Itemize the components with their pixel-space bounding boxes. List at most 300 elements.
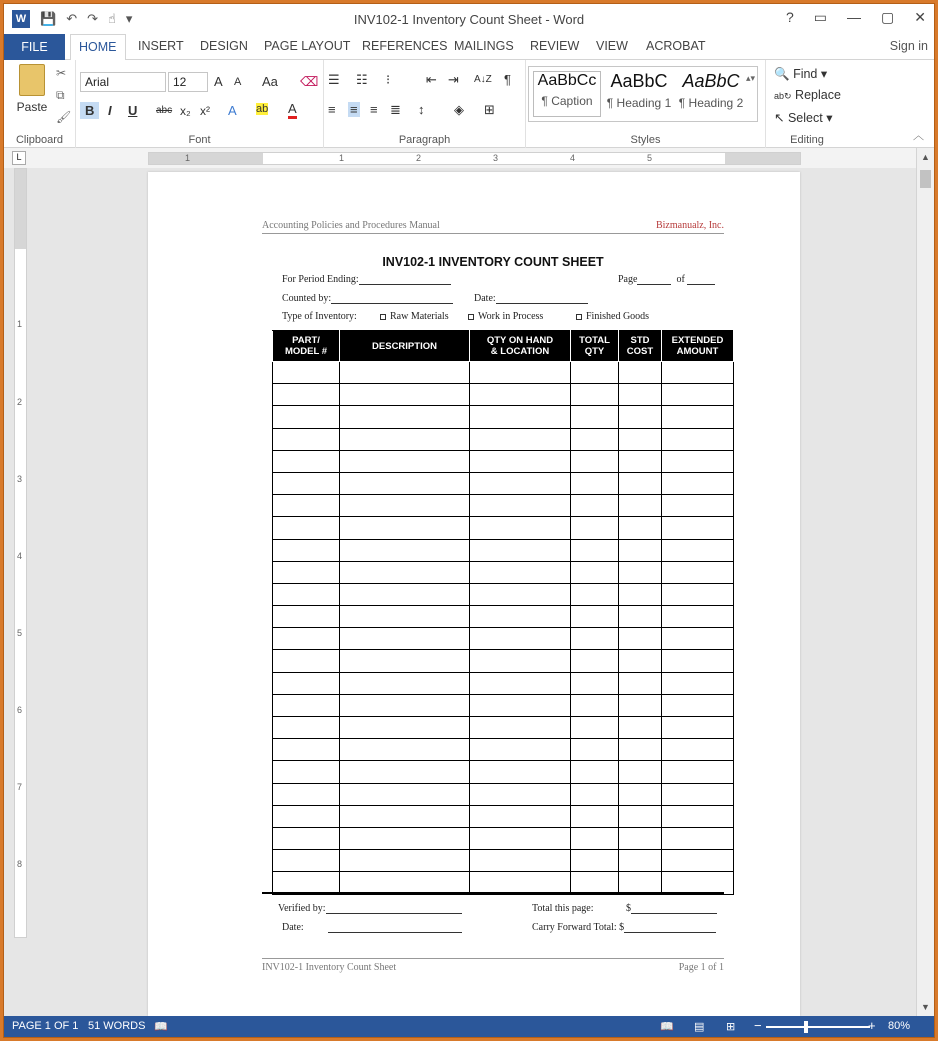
table-cell[interactable] xyxy=(662,717,734,739)
table-cell[interactable] xyxy=(571,450,619,472)
style-heading-1[interactable] xyxy=(603,71,675,110)
scroll-down-icon[interactable]: ▼ xyxy=(921,1002,930,1012)
styles-gallery xyxy=(528,66,758,122)
table-cell[interactable] xyxy=(470,517,571,539)
bullets-icon[interactable]: ☰ xyxy=(328,72,340,87)
col-extended-amount xyxy=(662,331,734,362)
sort-button[interactable]: A↓Z xyxy=(474,74,492,85)
tab-design[interactable]: DESIGN xyxy=(200,39,248,53)
table-cell[interactable] xyxy=(662,628,734,650)
editing-group-label: Editing xyxy=(790,134,824,146)
table-cell[interactable] xyxy=(662,606,734,628)
table-cell[interactable] xyxy=(571,872,619,894)
verify-date-label: Date: xyxy=(282,922,304,933)
table-row xyxy=(273,717,734,739)
table-cell[interactable] xyxy=(340,717,470,739)
table-cell[interactable] xyxy=(340,517,470,539)
title-bar xyxy=(4,4,934,34)
col-part-model xyxy=(273,331,340,362)
table-cell[interactable] xyxy=(571,539,619,561)
tab-view[interactable]: VIEW xyxy=(596,39,628,53)
table-cell[interactable] xyxy=(273,384,340,406)
footer-left-text: INV102-1 Inventory Count Sheet xyxy=(262,962,397,973)
table-cell[interactable] xyxy=(571,717,619,739)
table-cell[interactable] xyxy=(340,694,470,716)
date-label: Date: xyxy=(474,293,496,304)
table-cell[interactable] xyxy=(470,739,571,761)
table-row xyxy=(273,739,734,761)
checkbox-icon xyxy=(468,314,474,320)
verified-by-field xyxy=(278,903,462,914)
minimize-button[interactable]: — xyxy=(847,9,862,25)
table-cell[interactable] xyxy=(571,650,619,672)
align-right-icon[interactable]: ≡ xyxy=(370,102,378,117)
cut-icon[interactable]: ✂ xyxy=(56,66,67,80)
table-cell[interactable] xyxy=(619,872,662,894)
table-cell[interactable] xyxy=(273,628,340,650)
table-row xyxy=(273,827,734,849)
table-cell[interactable] xyxy=(619,450,662,472)
read-mode-icon[interactable]: 📖 xyxy=(660,1021,674,1033)
tab-references[interactable]: REFERENCES xyxy=(362,39,448,53)
total-label: Total this page: xyxy=(532,903,594,914)
table-row xyxy=(273,583,734,605)
table-cell[interactable] xyxy=(619,406,662,428)
page-header xyxy=(262,220,724,234)
table-cell[interactable] xyxy=(662,694,734,716)
table-cell[interactable] xyxy=(571,583,619,605)
table-cell[interactable] xyxy=(619,694,662,716)
font-group-label: Font xyxy=(188,134,211,146)
change-case-button[interactable]: Aa xyxy=(262,74,278,89)
word-app-icon[interactable]: W xyxy=(12,10,30,28)
table-cell[interactable] xyxy=(470,827,571,849)
table-cell[interactable] xyxy=(619,850,662,872)
multilevel-list-icon[interactable]: ⁝ xyxy=(386,72,391,87)
redo-icon[interactable]: ↷ xyxy=(87,11,98,26)
close-button[interactable]: ✕ xyxy=(914,9,926,25)
counted-label: Counted by: xyxy=(282,293,332,304)
table-cell[interactable] xyxy=(619,606,662,628)
table-cell[interactable] xyxy=(340,472,470,494)
table-cell[interactable] xyxy=(273,406,340,428)
table-cell[interactable] xyxy=(662,672,734,694)
shading-icon[interactable]: ◈ xyxy=(454,102,464,117)
font-name-select[interactable]: Arial xyxy=(80,72,166,92)
table-cell[interactable] xyxy=(470,583,571,605)
table-cell[interactable] xyxy=(619,805,662,827)
numbering-icon[interactable]: ☷ xyxy=(356,72,368,87)
zoom-slider[interactable] xyxy=(766,1026,870,1028)
table-cell[interactable] xyxy=(619,472,662,494)
table-cell[interactable] xyxy=(662,783,734,805)
table-cell[interactable] xyxy=(470,384,571,406)
table-cell[interactable] xyxy=(619,761,662,783)
bold-button[interactable]: B xyxy=(80,102,99,119)
underline-button[interactable]: U xyxy=(128,103,138,118)
table-cell[interactable] xyxy=(662,428,734,450)
vruler-num: 2 xyxy=(17,397,23,407)
table-cell[interactable] xyxy=(571,850,619,872)
style-caption[interactable] xyxy=(533,71,601,117)
table-cell[interactable] xyxy=(571,672,619,694)
zoom-out-button[interactable]: − xyxy=(754,1018,762,1033)
table-row xyxy=(273,539,734,561)
justify-icon[interactable]: ≣ xyxy=(390,102,401,117)
table-cell[interactable] xyxy=(619,362,662,384)
zoom-in-button[interactable]: + xyxy=(868,1018,876,1033)
zoom-level[interactable]: 80% xyxy=(888,1020,911,1032)
table-cell[interactable] xyxy=(662,539,734,561)
document-page[interactable] xyxy=(148,172,800,1016)
align-left-icon[interactable]: ≡ xyxy=(328,102,336,117)
table-cell[interactable] xyxy=(470,428,571,450)
table-cell[interactable] xyxy=(273,805,340,827)
table-cell[interactable] xyxy=(571,628,619,650)
copy-icon[interactable]: ⧉ xyxy=(56,88,65,102)
table-cell[interactable] xyxy=(273,827,340,849)
table-cell[interactable] xyxy=(273,539,340,561)
table-cell[interactable] xyxy=(571,472,619,494)
align-center-icon[interactable]: ≡ xyxy=(350,102,358,117)
tab-home[interactable]: HOME xyxy=(70,34,126,61)
table-row xyxy=(273,495,734,517)
table-cell[interactable] xyxy=(340,561,470,583)
table-cell[interactable] xyxy=(571,827,619,849)
table-cell[interactable] xyxy=(662,872,734,894)
date-blank xyxy=(496,294,588,304)
table-cell[interactable] xyxy=(273,472,340,494)
table-cell[interactable] xyxy=(470,850,571,872)
help-button[interactable]: ? xyxy=(786,9,794,25)
table-cell[interactable] xyxy=(571,406,619,428)
table-cell[interactable] xyxy=(273,717,340,739)
table-cell[interactable] xyxy=(571,384,619,406)
subscript-button[interactable]: x₂ xyxy=(180,104,191,118)
table-cell[interactable] xyxy=(340,362,470,384)
table-cell[interactable] xyxy=(340,783,470,805)
table-cell[interactable] xyxy=(662,472,734,494)
table-row xyxy=(273,805,734,827)
tab-selector[interactable]: L xyxy=(12,151,26,165)
vruler-num: 5 xyxy=(17,628,23,638)
vruler-num: 3 xyxy=(17,474,23,484)
table-cell[interactable] xyxy=(619,428,662,450)
ribbon-home xyxy=(4,60,934,148)
decrease-indent-icon[interactable]: ⇤ xyxy=(426,72,437,87)
tab-review[interactable]: REVIEW xyxy=(530,39,580,53)
table-cell[interactable] xyxy=(619,739,662,761)
table-cell[interactable] xyxy=(619,717,662,739)
col-label: PART/ xyxy=(292,335,320,346)
font-color-button[interactable]: A xyxy=(288,102,297,119)
of-blank xyxy=(687,275,715,285)
col-label: QTY ON HAND xyxy=(486,335,554,346)
date-field xyxy=(474,293,588,304)
table-cell[interactable] xyxy=(619,628,662,650)
scroll-thumb[interactable] xyxy=(920,170,931,188)
col-label: MODEL # xyxy=(284,346,328,357)
table-cell[interactable] xyxy=(340,384,470,406)
horizontal-ruler[interactable] xyxy=(148,152,801,165)
table-cell[interactable] xyxy=(470,650,571,672)
table-cell[interactable] xyxy=(340,450,470,472)
format-painter-icon[interactable]: 🖌 xyxy=(56,110,72,124)
table-cell[interactable] xyxy=(273,650,340,672)
table-cell[interactable] xyxy=(470,761,571,783)
undo-icon[interactable]: ↶ xyxy=(66,11,78,26)
line-spacing-icon[interactable]: ↕ xyxy=(418,102,425,117)
save-icon[interactable]: 💾 xyxy=(40,11,57,26)
paragraph-group-label: Paragraph xyxy=(398,134,451,146)
table-cell[interactable] xyxy=(273,606,340,628)
table-row xyxy=(273,472,734,494)
scroll-up-icon[interactable]: ▲ xyxy=(921,152,930,162)
total-dollar: $ xyxy=(626,903,632,914)
table-cell[interactable] xyxy=(571,739,619,761)
header-left-text: Accounting Policies and Procedures Manual xyxy=(262,220,440,231)
table-cell[interactable] xyxy=(662,805,734,827)
customize-qat-icon[interactable]: ▾ xyxy=(125,11,133,26)
table-cell[interactable] xyxy=(340,872,470,894)
carry-forward-field xyxy=(532,922,716,933)
touch-mode-icon[interactable]: ☝ xyxy=(108,11,116,26)
table-cell[interactable] xyxy=(340,406,470,428)
table-cell[interactable] xyxy=(619,384,662,406)
vruler-num: 4 xyxy=(17,551,23,561)
table-cell[interactable] xyxy=(662,561,734,583)
table-cell[interactable] xyxy=(470,406,571,428)
col-label: DESCRIPTION xyxy=(372,340,437,352)
table-cell[interactable] xyxy=(340,428,470,450)
finished-goods-label: Finished Goods xyxy=(586,311,650,322)
tab-acrobat[interactable]: ACROBAT xyxy=(646,39,706,53)
tab-mailings[interactable]: MAILINGS xyxy=(454,39,514,53)
table-cell[interactable] xyxy=(340,827,470,849)
table-cell[interactable] xyxy=(470,539,571,561)
table-cell[interactable] xyxy=(571,495,619,517)
ribbon-display-button[interactable]: ▭ xyxy=(813,9,828,25)
raw-materials-option xyxy=(380,311,449,322)
vruler-num: 1 xyxy=(17,319,23,329)
ruler-right-margin xyxy=(725,153,800,164)
vertical-ruler[interactable] xyxy=(14,168,27,938)
styles-scroll-icon[interactable]: ▴▾ xyxy=(745,73,755,83)
table-cell[interactable] xyxy=(340,761,470,783)
table-cell[interactable] xyxy=(340,628,470,650)
table-cell[interactable] xyxy=(470,717,571,739)
verified-blank xyxy=(326,904,462,914)
page-count-status[interactable]: PAGE 1 OF 1 xyxy=(12,1020,79,1032)
paste-button[interactable] xyxy=(12,64,52,114)
table-cell[interactable] xyxy=(571,783,619,805)
carry-dollar: $ xyxy=(619,922,625,933)
table-cell[interactable] xyxy=(662,827,734,849)
table-row xyxy=(273,650,734,672)
counted-blank xyxy=(331,294,453,304)
table-cell[interactable] xyxy=(273,783,340,805)
tab-insert[interactable]: INSERT xyxy=(138,39,184,53)
table-cell[interactable] xyxy=(340,650,470,672)
table-cell[interactable] xyxy=(571,561,619,583)
table-cell[interactable] xyxy=(340,539,470,561)
table-cell[interactable] xyxy=(340,495,470,517)
horizontal-ruler-row xyxy=(4,148,934,168)
footer-right-text: Page 1 of 1 xyxy=(678,962,724,973)
table-cell[interactable] xyxy=(470,628,571,650)
table-cell[interactable] xyxy=(273,495,340,517)
increase-indent-icon[interactable]: ⇥ xyxy=(448,72,459,87)
table-cell[interactable] xyxy=(619,650,662,672)
table-cell[interactable] xyxy=(619,539,662,561)
sign-in-link[interactable]: Sign in xyxy=(889,39,928,53)
table-cell[interactable] xyxy=(273,872,340,894)
table-cell[interactable] xyxy=(619,783,662,805)
table-cell[interactable] xyxy=(340,739,470,761)
page-label: Page xyxy=(618,274,638,285)
table-cell[interactable] xyxy=(571,362,619,384)
select-label: Select xyxy=(787,111,823,125)
table-cell[interactable] xyxy=(470,783,571,805)
table-cell[interactable] xyxy=(273,450,340,472)
ribbon-tabs xyxy=(4,34,934,60)
maximize-button[interactable]: ▢ xyxy=(881,9,895,25)
replace-button[interactable] xyxy=(774,88,841,102)
table-cell[interactable] xyxy=(273,517,340,539)
table-cell[interactable] xyxy=(273,561,340,583)
window-controls xyxy=(786,9,926,26)
font-size-select[interactable]: 12 xyxy=(168,72,208,92)
table-cell[interactable] xyxy=(470,872,571,894)
col-label: AMOUNT xyxy=(676,346,719,357)
table-cell[interactable] xyxy=(273,362,340,384)
highlight-button[interactable]: ab xyxy=(256,103,269,115)
superscript-button[interactable]: x² xyxy=(200,104,210,118)
table-cell[interactable] xyxy=(619,561,662,583)
table-cell[interactable] xyxy=(340,672,470,694)
table-row xyxy=(273,362,734,384)
table-cell[interactable] xyxy=(619,517,662,539)
raw-materials-label: Raw Materials xyxy=(390,311,449,322)
proofing-icon[interactable]: 📖 xyxy=(154,1021,168,1033)
style-heading-2[interactable] xyxy=(677,71,745,110)
table-cell[interactable] xyxy=(662,761,734,783)
table-cell[interactable] xyxy=(470,472,571,494)
verified-label: Verified by: xyxy=(278,903,326,914)
table-cell[interactable] xyxy=(662,850,734,872)
table-cell[interactable] xyxy=(470,561,571,583)
table-cell[interactable] xyxy=(662,650,734,672)
table-cell[interactable] xyxy=(571,428,619,450)
ruler-num: 1 xyxy=(339,153,345,163)
table-cell[interactable] xyxy=(273,583,340,605)
table-row xyxy=(273,517,734,539)
table-cell[interactable] xyxy=(470,694,571,716)
col-total-qty xyxy=(571,331,619,362)
show-formatting-button[interactable]: ¶ xyxy=(504,72,511,87)
table-header-row xyxy=(273,331,734,362)
table-cell[interactable] xyxy=(273,761,340,783)
tab-page-layout[interactable]: PAGE LAYOUT xyxy=(264,39,351,53)
table-cell[interactable] xyxy=(662,517,734,539)
table-cell[interactable] xyxy=(619,827,662,849)
table-cell[interactable] xyxy=(571,606,619,628)
grow-font-button[interactable]: A xyxy=(214,74,223,89)
page-blank xyxy=(637,275,671,285)
find-button[interactable]: 🔍 Find ▾ xyxy=(774,67,828,81)
inventory-type-label: Type of Inventory: xyxy=(282,311,357,322)
inventory-table xyxy=(272,330,734,895)
table-cell[interactable] xyxy=(470,672,571,694)
vertical-scrollbar[interactable] xyxy=(916,148,934,1016)
table-cell[interactable] xyxy=(619,672,662,694)
italic-button[interactable]: I xyxy=(108,103,112,118)
table-cell[interactable] xyxy=(273,739,340,761)
table-cell[interactable] xyxy=(340,850,470,872)
table-cell[interactable] xyxy=(662,362,734,384)
table-cell[interactable] xyxy=(470,805,571,827)
table-cell[interactable] xyxy=(662,739,734,761)
table-cell[interactable] xyxy=(273,428,340,450)
table-cell[interactable] xyxy=(662,495,734,517)
table-cell[interactable] xyxy=(571,761,619,783)
zoom-slider-thumb[interactable] xyxy=(804,1021,808,1033)
word-count-status[interactable]: 51 WORDS xyxy=(88,1020,146,1032)
table-cell[interactable] xyxy=(619,495,662,517)
table-cell[interactable] xyxy=(340,606,470,628)
table-cell[interactable] xyxy=(662,450,734,472)
table-cell[interactable] xyxy=(571,805,619,827)
tab-file[interactable]: FILE xyxy=(4,34,65,60)
table-cell[interactable] xyxy=(571,517,619,539)
page-footer xyxy=(262,958,724,972)
table-cell[interactable] xyxy=(470,606,571,628)
table-cell[interactable] xyxy=(662,384,734,406)
table-cell[interactable] xyxy=(340,805,470,827)
table-cell[interactable] xyxy=(273,672,340,694)
table-cell[interactable] xyxy=(470,362,571,384)
of-label: of xyxy=(676,274,685,285)
period-label: For Period Ending: xyxy=(282,274,359,285)
table-cell[interactable] xyxy=(470,495,571,517)
strikethrough-button[interactable]: abc xyxy=(156,105,173,116)
text-effects-button[interactable]: A xyxy=(228,103,237,118)
table-bottom-rule xyxy=(262,892,724,894)
vruler-num: 6 xyxy=(17,705,23,715)
table-cell[interactable] xyxy=(662,583,734,605)
paste-label: Paste xyxy=(16,100,48,114)
table-cell[interactable] xyxy=(273,694,340,716)
select-button[interactable]: ↖ Select ▾ xyxy=(774,111,833,125)
table-cell[interactable] xyxy=(571,694,619,716)
total-blank xyxy=(631,904,717,914)
table-row xyxy=(273,761,734,783)
table-cell[interactable] xyxy=(470,450,571,472)
table-cell[interactable] xyxy=(273,850,340,872)
period-ending-field xyxy=(282,274,451,285)
period-blank xyxy=(359,275,451,285)
shrink-font-button[interactable]: A xyxy=(234,76,242,88)
web-layout-icon[interactable]: ⊞ xyxy=(726,1021,736,1033)
table-cell[interactable] xyxy=(340,583,470,605)
collapse-ribbon-icon[interactable]: ︿ xyxy=(913,130,924,142)
print-layout-icon[interactable]: ▤ xyxy=(694,1021,705,1033)
clear-formatting-icon[interactable]: ⌫ xyxy=(300,74,319,89)
table-cell[interactable] xyxy=(619,583,662,605)
borders-icon[interactable]: ⊞ xyxy=(484,102,495,117)
table-cell[interactable] xyxy=(662,406,734,428)
replace-label: Replace xyxy=(795,88,841,102)
